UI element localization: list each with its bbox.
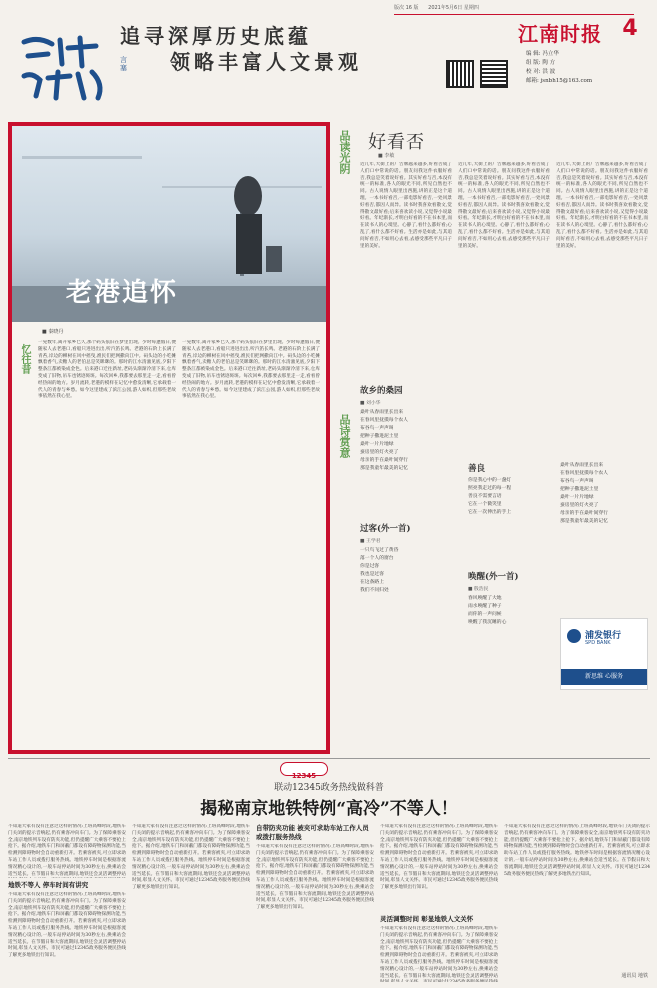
- masthead-vertical-tag: 言 塞: [120, 56, 127, 72]
- poem-3: [468, 462, 554, 562]
- poem-2: [360, 522, 460, 692]
- feature-section-label: 忆往昔: [19, 344, 30, 374]
- masthead-logo: [18, 34, 126, 104]
- feature-body-col-1: 一晃数年,离开家乡已久,那个码头依旧在梦里出现。少时每逢假日,便随家人去老港口,看船只进进出出,听汽笛长鸣。老港的石阶上长满了青苔,岸边的柳树在风中摇曳,渔民们把网撒向江中。码头边的小吃摊飘着香气,卖糖人的老伯总是笑眯眯的。那时的江水清澈见底,夕阳下整条江都被染成金色。后来港口迁往新址,老码头渐渐冷清下来,仓库变成了旧物,吊车也锈迹斑斑。每次回乡,我都要去那里走一走,看看曾经热闹的地方。岁月流转,老港的模样在记忆中愈发清晰,它承载着一代人的青春与乡愁。如今这里建成了滨江公园,游人如织,但那些老故事依然在我心里。: [38, 340, 176, 400]
- news-body-col-4b: 不知道大家有没有注意过这样的情况:上班高峰时段,地铁车门关闭的提示音响起,仍有乘客冲向车门。为了保障乘客安全,南京地铁列车设有防夹功能,但仍提醒广大乘客不要抢上抢下。据介绍,地铁车门和屏蔽门都设有障碍物探测功能,当检测到障碍物时会自动重新打开。若乘客被夹,可立即求助车站工作人员或拨打服务热线。地铁停车时间是根据客流情况精心设计的,一般车站停站时间为30秒左右,换乘站会适当延长。在节假日和大客流期间,地铁还会灵活调整停站: [380, 926, 498, 979]
- bank-logo-icon: [567, 629, 581, 643]
- bank-logo-en: SPD BANK: [585, 640, 611, 646]
- issue-date: 2021年5月6日 星期四: [428, 5, 479, 11]
- edition-info: [394, 4, 479, 11]
- proofreader-name: 校 对: 洪 波: [526, 69, 556, 75]
- page-number: 4: [622, 16, 638, 41]
- bank-ad[interactable]: [560, 618, 648, 690]
- editor-credits: [526, 50, 592, 86]
- news-subhead-1: 自带防夹功能 被夹可求助车站工作人员或拨打服务热线: [256, 824, 369, 841]
- slogan-2: 领略丰富人文景观: [170, 50, 362, 74]
- bank-logo-text: 浦发银行: [585, 631, 622, 641]
- edition-number: 版次 16 版: [394, 5, 419, 11]
- masthead-rule: [394, 14, 634, 15]
- poem-4-author: ■ 殷浩民: [468, 587, 489, 592]
- hotline-logo: [280, 762, 328, 780]
- news-kicker: 联动12345政务热线做科普: [274, 783, 384, 793]
- poem-3-text: 你是我心中的一盏灯 照亮我走过的每一程 善良不需要言语 它在一个微笑里 它在一次伸出的手上: [468, 478, 512, 515]
- feature-body-col-2: 一晃数年,离开家乡已久,那个码头依旧在梦里出现。少时每逢假日,便随家人去老港口,看船只进进出出,听汽笛长鸣。老港的石阶上长满了青苔,岸边的柳树在风中摇曳,渔民们把网撒向江中。码头边的小吃摊飘着香气,卖糖人的老伯总是笑眯眯的。那时的江水清澈见底,夕阳下整条江都被染成金色。后来港口迁往新址,老码头渐渐冷清下来,仓库变成了旧物,吊车也锈迹斑斑。每次回乡,我都要去那里走一走,看看曾经热闹的地方。岁月流转,老港的模样在记忆中愈发清晰,它承载着一代人的青春与乡愁。如今这里建成了滨江公园,游人如织,但那些老故事依然在我心里。: [182, 340, 320, 400]
- feature-title: 老港追怀: [66, 278, 179, 308]
- news-body-col-4: 不知道大家有没有注意过这样的情况:上班高峰时段,地铁车门关闭的提示音响起,仍有乘客冲向车门。为了保障乘客安全,南京地铁列车设有防夹功能,但仍提醒广大乘客不要抢上抢下。据介绍,地铁车门和屏蔽门都设有障碍物探测功能,当检测到障碍物时会自动重新打开。若乘客被夹,可立即求助车站工作人员或拨打服务热线。地铁停车时间是根据客流情况精心设计的,一般车站停站时间为30秒左右,换乘站会适当延长。在节假日和大客流期间,地铁还会灵活调整停站时间,彰显人文关怀。市民可通过12345政务服务便民热线了解更多地铁出行知识。: [380, 824, 498, 891]
- poem-2-title: 过客(外一首): [360, 524, 411, 534]
- editor-email[interactable]: 邮箱: jsnbh15@163.com: [526, 78, 593, 84]
- news-body-col-2: 不知道大家有没有注意过这样的情况:上班高峰时段,地铁车门关闭的提示音响起,仍有乘客冲向车门。为了保障乘客安全,南京地铁列车设有防夹功能,但仍提醒广大乘客不要抢上抢下。据介绍,地铁车门和屏蔽门都设有障碍物探测功能,当检测到障碍物时会自动重新打开。若乘客被夹,可立即求助车站工作人员或拨打服务热线。地铁停车时间是根据客流情况精心设计的,一般车站停站时间为30秒左右,换乘站会适当延长。在节假日和大客流期间,地铁还会灵活调整停站时间,彰显人文关怀。市民可通过12345政务服务便民热线了解更多地铁出行知识。: [132, 824, 250, 891]
- poem-4: [468, 570, 554, 690]
- feature-article[interactable]: [8, 122, 330, 754]
- qr-code-right[interactable]: [480, 60, 508, 88]
- poetry-section-label: 品诗赏意: [338, 414, 351, 458]
- poem-1-text: 桑叶从春雨里长出来 在春风里抚摸每个农人 布谷鸟一声声叫 把种子撒进泥土里 桑叶一片片地绿 蚕房里的灯火亮了 母亲的手在桑叶间穿行 那是我童年最美的记忆: [360, 410, 408, 471]
- essay-body-col-2: 近几年,大街上的广告牌越来越多,好看否成了人们口中常说的话。朋友问我这件衣服好看否,我总是笑着说好看。其实好看与否,本没有统一的标准,各人的眼光不同,所见自然也不同。古人说情人眼里出西施,讲的正是这个道理。一本书好看否,一部电影好看否,一处风景好看否,都因人而异。读书时我喜欢看散文,觉得散文最好看;后来喜欢读小说,又觉得小说最好看。年纪渐长,才明白好看的不在书本里,而在读书人的心境里。心静了,看什么都好看;心乱了,看什么都不好看。生活亦是如此,与其追问好看否,不如用心去看,去感受那些平凡日子里的美好。: [458, 162, 550, 249]
- poem-4-title: 唤醒(外一首): [468, 572, 519, 582]
- layout-name: 组 版: 陶 方: [526, 60, 556, 66]
- paper-name: 江南时报: [518, 22, 602, 46]
- section-logo-icon: [18, 34, 126, 104]
- feature-section-vertical: [18, 344, 32, 378]
- hotline-number: 12345: [291, 772, 317, 780]
- news-subhead-3: 灵活调整时间 彰显地铁人文关怀: [380, 915, 474, 923]
- essay-section-label: 品读光阴: [338, 130, 351, 174]
- poem-1-author: ■ 刘小华: [360, 401, 381, 406]
- poem-extra-col: 桑叶从春雨里长出来 在春风里抚摸每个农人 布谷鸟一声声叫 把种子撒进泥土里 桑叶一片片地绿 蚕房里的灯火亮了 母亲的手在桑叶间穿行 那是我童年最美的记忆: [560, 463, 608, 524]
- news-article[interactable]: [8, 762, 650, 984]
- news-byline: 通讯员 地铁: [621, 973, 648, 979]
- bank-tagline: 新思维 心服务: [561, 669, 647, 685]
- news-rule: [8, 758, 650, 759]
- slogan-1: 追寻深厚历史底蕴: [120, 24, 312, 48]
- news-body-col-3: 不知道大家有没有注意过这样的情况:上班高峰时段,地铁车门关闭的提示音响起,仍有乘客冲向车门。为了保障乘客安全,南京地铁列车设有防夹功能,但仍提醒广大乘客不要抢上抢下。据介绍,地铁车门和屏蔽门都设有障碍物探测功能,当检测到障碍物时会自动重新打开。若乘客被夹,可立即求助车站工作人员或拨打服务热线。地铁停车时间是根据客流情况精心设计的,一般车站停站时间为30秒左右,换乘站会适当延长。在节假日和大客流期间,地铁还会灵活调整停站时间,彰显人文关怀。市民可通过12345政务服务便民热线了解更多地铁出行知识。: [256, 844, 374, 911]
- news-body-col-1: 不知道大家有没有注意过这样的情况:上班高峰时段,地铁车门关闭的提示音响起,仍有乘客冲向车门。为了保障乘客安全,南京地铁列车设有防夹功能,但仍提醒广大乘客不要抢上抢下。据介绍,地铁车门和屏蔽门都设有障碍物探测功能,当检测到障碍物时会自动重新打开。若乘客被夹,可立即求助车站工作人员或拨打服务热线。地铁停车时间是根据客流情况精心设计的,一般车站停站时间为30秒左右,换乘站会适当延长。在节假日和大客流期间,地铁还会灵活调整停站: [8, 824, 126, 877]
- poem-3-title: 善良: [468, 464, 486, 474]
- essay-section[interactable]: [338, 122, 650, 382]
- masthead: [0, 0, 657, 112]
- news-body-col-1b: 不知道大家有没有注意过这样的情况:上班高峰时段,地铁车门关闭的提示音响起,仍有乘客冲向车门。为了保障乘客安全,南京地铁列车设有防夹功能,但仍提醒广大乘客不要抢上抢下。据介绍,地铁车门和屏蔽门都设有障碍物探测功能,当检测到障碍物时会自动重新打开。若乘客被夹,可立即求助车站工作人员或拨打服务热线。地铁停车时间是根据客流情况精心设计的,一般车站停站时间为30秒左右,换乘站会适当延长。在节假日和大客流期间,地铁还会灵活调整停站时间,彰显人文关怀。市民可通过12345政务服务便民热线了解更多地铁出行知识。: [8, 892, 126, 959]
- essay-vertical-label: [338, 130, 354, 177]
- feature-author: ■ 秦晓丹: [42, 329, 64, 335]
- news-headline: 揭秘南京地铁特例“高冷”不等人！: [200, 799, 458, 819]
- poem-4-text: 春风唤醒了大地 雨水唤醒了种子 而你的一声问候 唤醒了我沉睡的心: [468, 596, 507, 625]
- essay-title: 好看否: [368, 132, 425, 153]
- essay-body-col-3: 近几年,大街上的广告牌越来越多,好看否成了人们口中常说的话。朋友问我这件衣服好看否,我总是笑着说好看。其实好看与否,本没有统一的标准,各人的眼光不同,所见自然也不同。古人说情人眼里出西施,讲的正是这个道理。一本书好看否,一部电影好看否,一处风景好看否,都因人而异。读书时我喜欢看散文,觉得散文最好看;后来喜欢读小说,又觉得小说最好看。年纪渐长,才明白好看的不在书本里,而在读书人的心境里。心静了,看什么都好看;心乱了,看什么都不好看。生活亦是如此,与其追问好看否,不如用心去看,去感受那些平凡日子里的美好。: [556, 162, 648, 249]
- poem-2-text: 一只鸟飞过了黄昏 落一个人的窗台 你是过客 我也是过客 在这条路上 我们不问归处: [360, 548, 399, 593]
- poem-1: [360, 384, 460, 516]
- poem-2-author: ■ 王学君: [360, 539, 381, 544]
- editor-name: 编 辑: 冯立华: [526, 51, 559, 57]
- news-body-col-5: 不知道大家有没有注意过这样的情况:上班高峰时段,地铁车门关闭的提示音响起,仍有乘客冲向车门。为了保障乘客安全,南京地铁列车设有防夹功能,但仍提醒广大乘客不要抢上抢下。据介绍,地铁车门和屏蔽门都设有障碍物探测功能,当检测到障碍物时会自动重新打开。若乘客被夹,可立即求助车站工作人员或拨打服务热线。地铁停车时间是根据客流情况精心设计的,一般车站停站时间为30秒左右,换乘站会适当延长。在节假日和大客流期间,地铁还会灵活调整停站时间,彰显人文关怀。市民可通过12345政务服务便民热线了解更多地铁出行知识。: [504, 824, 650, 877]
- poetry-vertical-label: [338, 414, 354, 461]
- poem-1-title: 故乡的桑园: [360, 386, 403, 396]
- news-subhead-2: 地铁不等人 停车时间有讲究: [8, 881, 89, 889]
- qr-code-left[interactable]: [446, 60, 474, 88]
- essay-body-col-1: 近几年,大街上的广告牌越来越多,好看否成了人们口中常说的话。朋友问我这件衣服好看否,我总是笑着说好看。其实好看与否,本没有统一的标准,各人的眼光不同,所见自然也不同。古人说情人眼里出西施,讲的正是这个道理。一本书好看否,一部电影好看否,一处风景好看否,都因人而异。读书时我喜欢看散文,觉得散文最好看;后来喜欢读小说,又觉得小说最好看。年纪渐长,才明白好看的不在书本里,而在读书人的心境里。心静了,看什么都好看;心乱了,看什么都不好看。生活亦是如此,与其追问好看否,不如用心去看,去感受那些平凡日子里的美好。: [360, 162, 452, 249]
- essay-author: ■ 李敏: [378, 153, 395, 159]
- poetry-section[interactable]: [338, 384, 650, 704]
